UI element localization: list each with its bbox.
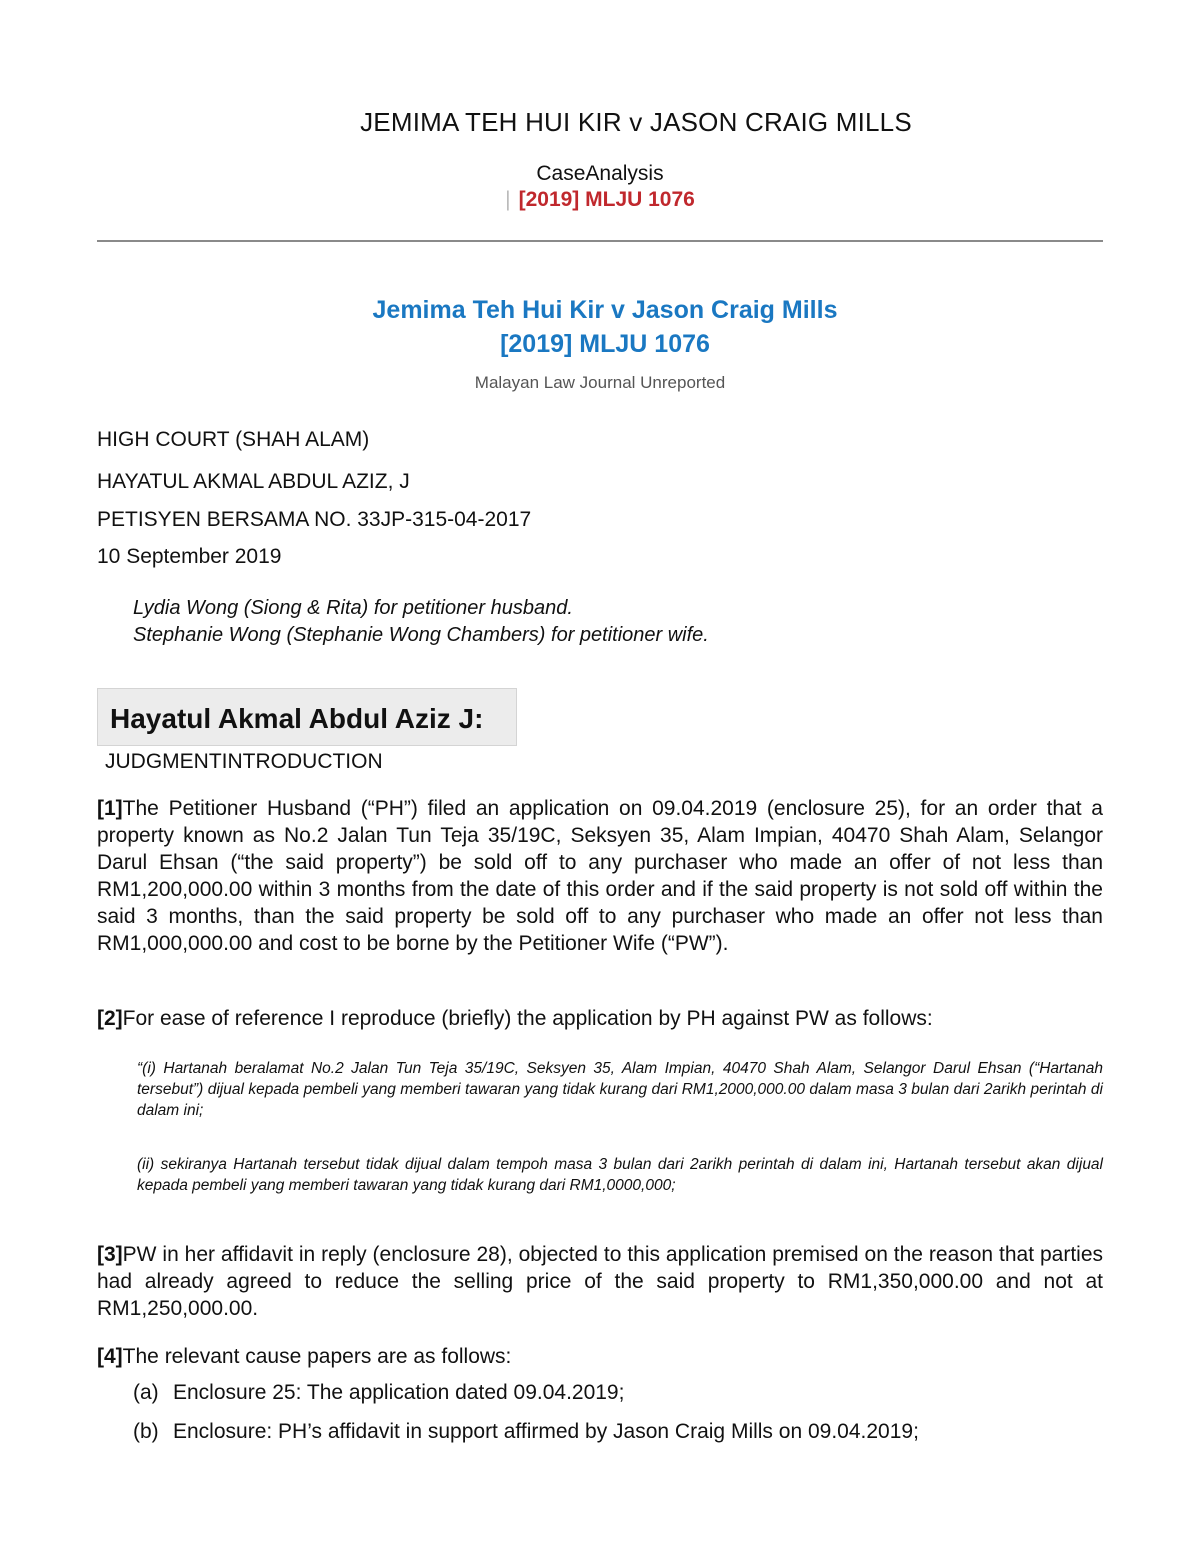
counsel-petitioner-wife: Stephanie Wong (Stephanie Wong Chambers) for petitioner wife. <box>133 624 709 646</box>
header-separator: | <box>505 188 511 211</box>
paragraph-text: PW in her affidavit in reply (enclosure 28), objected to this application premised on the reason that parties had already agreed to reduce the selling price of the said property to RM1,350,000.00 and not at RM1,250,000.00. <box>97 1243 1103 1320</box>
paragraph-2 <box>97 1005 1103 1032</box>
list-item-b <box>133 1420 919 1444</box>
list-item-text: Enclosure 25: The application dated 09.04.2019; <box>173 1381 625 1404</box>
court-name: HIGH COURT (SHAH ALAM) <box>97 428 370 451</box>
judge-heading-box: Hayatul Akmal Abdul Aziz J: <box>97 688 517 746</box>
paragraph-3 <box>97 1241 1103 1322</box>
paragraph-text: The relevant cause papers are as follows: <box>122 1345 512 1368</box>
paragraph-number: [2] <box>97 1007 123 1030</box>
case-number: PETISYEN BERSAMA NO. 33JP-315-04-2017 <box>97 508 532 531</box>
paragraph-text: The Petitioner Husband (“PH”) filed an application on 09.04.2019 (enclosure 25), for an order that a property known as No.2 Jalan Tun Teja 35/19C, Seksyen 35, Alam Impian, 40470 Shah Alam, Selangor Darul Ehsan (“the said property”) be sold off to any purchaser who made an offer of not less than RM1,200,000.00 within 3 months from the date of this order and if the said property is not sold off within the said 3 months, than the said property be sold off to any purchaser who made an offer not less than RM1,000,000.00 and cost to be borne by the Petitioner Wife (“PW”). <box>97 797 1103 955</box>
list-item-label: (b) <box>133 1420 159 1443</box>
case-title: Jemima Teh Hui Kir v Jason Craig Mills <box>372 296 838 324</box>
paragraph-1 <box>97 795 1103 957</box>
paragraph-number: [1] <box>97 797 123 820</box>
quoted-order-ii: (ii) sekiranya Hartanah tersebut tidak dijual dalam tempoh masa 3 bulan dari 2arikh perintah di dalam ini, Hartanah tersebut akan dijual kepada pembeli yang memberi tawaran yang tidak kurang dari RM1,0000,000; <box>137 1156 1103 1194</box>
paragraph-number: [4] <box>97 1345 123 1368</box>
header-citation-text: [2019] MLJU 1076 <box>518 188 695 211</box>
judge-name: HAYATUL AKMAL ABDUL AZIZ, J <box>97 470 410 493</box>
header-citation <box>0 188 1200 212</box>
section-heading: JUDGMENTINTRODUCTION <box>105 750 383 773</box>
paragraph-text: For ease of reference I reproduce (briefly) the application by PH against PW as follows: <box>122 1007 933 1030</box>
case-analysis-label: CaseAnalysis <box>536 162 664 185</box>
list-item-label: (a) <box>133 1381 159 1404</box>
counsel-petitioner-husband: Lydia Wong (Siong & Rita) for petitioner husband. <box>133 597 573 619</box>
judgment-date: 10 September 2019 <box>97 545 282 568</box>
paragraph-4 <box>97 1343 1103 1370</box>
header-divider <box>97 240 1103 242</box>
paragraph-number: [3] <box>97 1243 123 1266</box>
list-item-text: Enclosure: PH’s affidavit in support affirmed by Jason Craig Mills on 09.04.2019; <box>173 1420 919 1443</box>
case-citation: [2019] MLJU 1076 <box>500 330 710 358</box>
list-item-a <box>133 1381 624 1405</box>
running-title: JEMIMA TEH HUI KIR v JASON CRAIG MILLS <box>360 107 912 137</box>
report-series: Malayan Law Journal Unreported <box>474 373 726 392</box>
quoted-order-i: “(i) Hartanah beralamat No.2 Jalan Tun Teja 35/19C, Seksyen 35, Alam Impian, 40470 Shah Alam, Selangor Darul Ehsan (“Hartanah tersebut”) dijual kepada pembeli yang memberi tawaran yang tidak kurang dari RM1,2000,000.00 dalam masa 3 bulan dari 2arikh perintah di dalam ini; <box>137 1060 1103 1119</box>
